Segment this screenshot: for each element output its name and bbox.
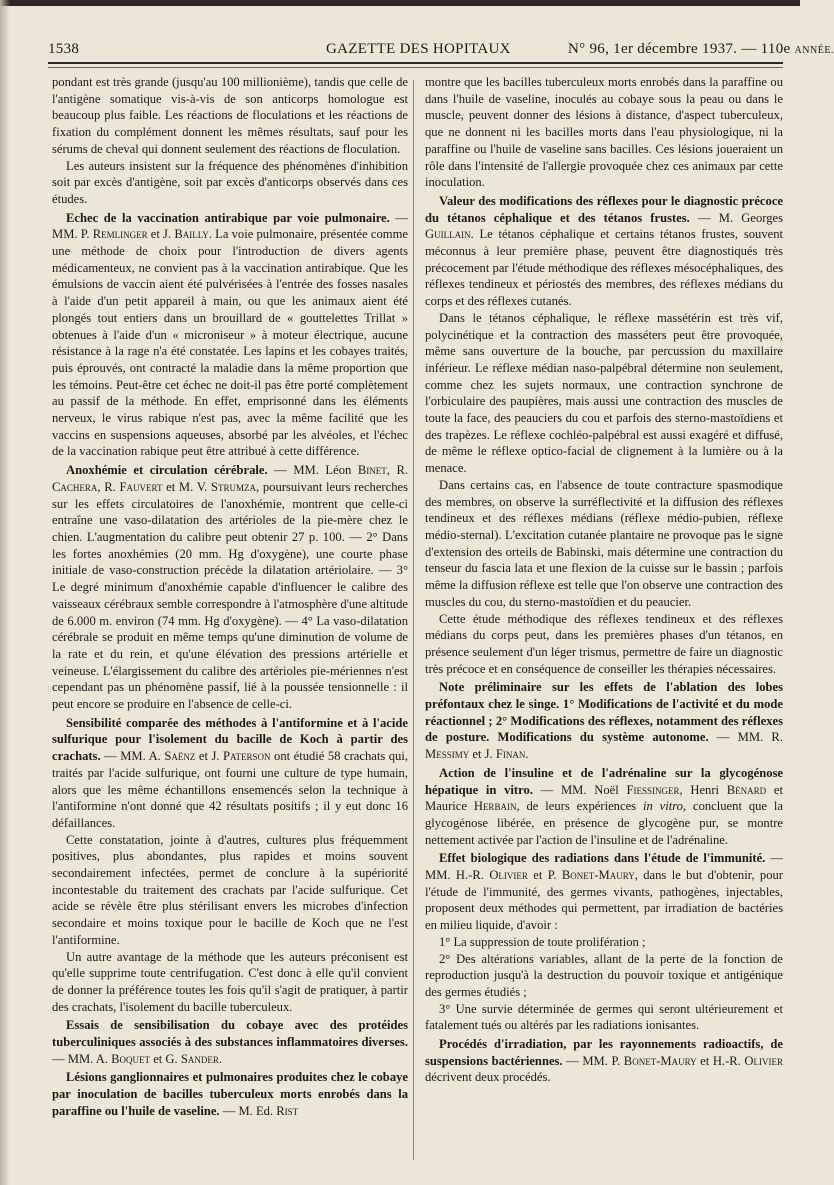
abstract-olivier: Effet biologique des radiations dans l'étude de l'immunité. — MM. H.-R. Olivier et P. Bonet-Maury, dans le but d'obtenir, pour l'étude de l'immunité, des germes vivants, pathogènes, injectables, proposent deux méthodes qui permettent, par irradiation de bactéries en milieu liquide, d'avoir : — [425, 851, 784, 933]
author-name: Bailly — [174, 227, 209, 242]
issue-info — [568, 41, 834, 58]
page-top-edge — [0, 0, 800, 6]
annee-label: ANNÉE. — [794, 45, 834, 56]
author-name: Fauvert — [119, 479, 163, 494]
abstract-saenz: Sensibilité comparée des méthodes à l'antiformine et à l'acide sulfurique pour l'isolement du bacille de Koch à partir des crachats. — MM. A. Saënz et J. Paterson ont étudié 58 crachats qui, traités par l'acide sulfurique, ont fourni une culture de type humain, alors que les même échantillons ensemencés selon la technique à l'antiformine n'ont donné que 42 résultats positifs ; il y eut donc 16 défaillances. — [52, 715, 408, 830]
italic-term: in vitro — [642, 799, 683, 814]
author-name: Fiessinger — [626, 782, 680, 797]
author-name: Olivier — [744, 1053, 783, 1068]
left-column — [52, 74, 408, 1164]
author-name: Boquet — [111, 1051, 151, 1066]
abstract-title: Anoxhémie et circulation cérébrale. — [66, 463, 268, 478]
paragraph: Dans le tétanos céphalique, le réflexe massétérin est très vif, polycinétique et la contraction des masséters peut être provoquée, même sans ouverture de la bouche, par percussion du maxillaire inférieur. Le réflexe médian naso-palpébral détermine non seulement, comme chez les sujets normaux, une contraction synchrone de l'orbiculaire des paupières, mais aussi une contraction des muscles de toute la face, des peauciers du cou et parfois des sterno-mastoïdiens et des trapèzes. Le réflexe cochléo-palpébral est aussi exagéré et diffusé, de même le réflexe optico-facial de clignement à la lumière ou à la menace. — [425, 310, 783, 476]
abstract-title: Valeur des modifications des réflexes pour le diagnostic précoce du tétanos céphalique et des tétanos frustes. — [425, 193, 783, 225]
journal-title: GAZETTE DES HOPITAUX — [326, 41, 511, 57]
running-header — [48, 40, 834, 64]
abstract-boquet: Essais de sensibilisation du cobaye avec des protéides tuberculiniques associés à des substances inflammatoires diverses. — MM. A. Boquet et G. Sander. — [52, 1018, 408, 1066]
page-number: 1538 — [48, 41, 80, 57]
abstract-title: Essais de sensibilisation du cobaye avec des protéides tuberculiniques associés à des substances inflammatoires diverses. — [52, 1018, 408, 1050]
paragraph: montre que les bacilles tuberculeux morts enrobés dans la paraffine ou dans l'huile de vaseline, inoculés au cobaye sous la peau ou dans le muscle, peuvent donner des lésions à distance, d'aspect tuberculeux, que ne donnent ni les bacilles morts dans l'eau physiologique, ni la paraffine ou l'huile de vaseline sans bacilles. Ces lésions joueraient un rôle dans l'intensité de l'allergie provoquée chez ces animaux par cette inoculation. — [425, 75, 783, 190]
paragraph: Dans certains cas, en l'absence de toute contracture spasmodique des membres, on observe la surréflectivité et la diffusion des réflexes tendineux et des réflexes médians (réflexe médio-pubien, réflexe médio-sternal). L'excitation cutanée plantaire ne provoque pas le signe d'extension des orteils de Babinski, mais détermine une contraction du tenseur du fascia lata et une flexion de la cuisse sur le bassin ; parfois même la diffusion réflexe est telle que l'on observe une contraction des muscles du cou, du sterno-mastoïdien et du peaucier. — [425, 477, 783, 609]
author-name: Cachera — [52, 479, 98, 494]
author-name: Bénard — [726, 782, 767, 797]
author-name: Paterson — [223, 749, 271, 764]
abstract-guillain: Valeur des modifications des réflexes pour le diagnostic précoce du tétanos céphalique et des tétanos frustes. — M. Georges Guillain. Le tétanos céphalique et certains tétanos frustes, souvent méconnus à leur première phase, peuvent être diagnostiqués très précocement par l'étude méthodique des réflexes mésocéphaliques, des réflexes tendineux et périostés des membres, des réflexes médians du corps et des réflexes cutanés. — [425, 193, 783, 309]
author-name: Bonet-Maury — [623, 1053, 697, 1068]
abstract-binet: Anoxhémie et circulation cérébrale. — MM. Léon Binet, R. Cachera, R. Fauvert et M. V. Strumza, poursuivant leurs recherches sur les effets circulatoires de l'anoxhémie, montrent que celle-ci entraîne une vaso-dilatation des artérioles de la pie-mère chez le chien. L'augmentation du calibre peut obtenir 27 p. 100. — 2° Dans les fortes anoxhémies (20 mm. Hg d'oxygène), une courte phase initiale de vaso-construction précède la dilatation artériolaire. — 3° Le degré minimum d'anoxhémie capable d'influencer le calibre des vaisseaux cérébraux semble correspondre à l'atmosphère d'une altitude de 6.000 m. environ (74 mm. Hg d'oxygène). — 4° La vaso-dilatation cérébrale se produit en même temps qu'une diminution de volume de la rate et du rein, et qu'une élévation des pressions artérielle et veineuse. L'élargissement du calibre des artérioles pie-mériennes n'est cependant pas un phénomène passif, lié à la poussée tensionnelle : il peut encore se produire en l'absence de celle-ci. — [52, 463, 409, 712]
list-item: 1° La suppression de toute prolifération ; — [439, 934, 646, 949]
author-name: Binet — [357, 463, 387, 478]
author-name: Finan — [495, 747, 526, 762]
paragraph: Cette constatation, jointe à d'autres, cultures plus fréquemment positives, plus abondantes, plus rapides et moins souvent secondairement infectées, permet de conclure à la supériorité incontestable du traitement des crachats par l'acide sulfurique. Cet acide se révèle être plus stérilisant envers les microbes d'infection secondaire et moins toxique pour le bacille de Koch que ne l'est l'antiformine. — [52, 832, 408, 947]
author-name: Messimy — [425, 747, 470, 762]
author-name: Remlinger — [92, 227, 148, 242]
author-name: Bonet-Maury — [561, 868, 635, 883]
author-name: Herbain — [473, 799, 517, 814]
author-name: Sander — [180, 1051, 219, 1066]
abstract-title: Action de l'insuline et de l'adrénaline sur la glycogénose hépatique in vitro. — [425, 765, 783, 797]
paragraph: pondant est très grande (jusqu'au 100 millionième), tandis que celle de l'antigène somatique vis-à-vis de son anticorps homologue est beaucoup plus faible. Les réactions de floculations et les réactions de fixation du complément donnent les mêmes résultats, sauf pour les sérums de cheval qui donnent seulement des réactions de floculation. — [52, 75, 408, 156]
abstract-messimy: Note préliminaire sur les effets de l'ablation des lobes préfontaux chez le singe. 1° Modifications de l'activité et du mode réactionnel ; 2° Modifications des réflexes, notamment des réflexes de posture. Modifications du système autonome. — MM. R. Messimy et J. Finan. — [425, 680, 783, 762]
abstract-title: Lésions ganglionnaires et pulmonaires produites chez le cobaye par inoculation de bacilles tuberculeux morts enrobés dans la paraffine ou l'huile de vaseline. — [52, 1070, 408, 1118]
list-item: 3° Une survie déterminée de germes qui seront ultérieurement et fatalement tués ou altérés par les radiations ionisantes. — [425, 1001, 783, 1033]
header-rule — [48, 67, 783, 68]
abstract-bonet-maury: Procédés d'irradiation, par les rayonnements radioactifs, de suspensions bactériennes. — MM. P. Bonet-Maury et H.-R. Olivier décrivent deux procédés. — [425, 1037, 783, 1085]
paragraph: Cette étude méthodique des réflexes tendineux et des réflexes médians du corps peut, dans les premières phases d'un tétanos, en présence seulement d'un léger trismus, permettre de faire un diagnostic très précoce et en conséquence de conseiller les thérapies nécessaires. — [425, 611, 783, 676]
author-name: Rist — [276, 1103, 299, 1118]
paragraph: Un autre avantage de la méthode que les auteurs préconisent est qu'elle supprime toute centrifugation. C'est donc à elle qu'il convient de donner la préférence toutes les fois qu'il s'agit de pratiquer, à partir des crachats, l'isolement du bacille tuberculeux. — [52, 949, 408, 1014]
author-name: Saënz — [164, 749, 196, 764]
binding-shadow — [0, 0, 10, 1185]
abstract-title: Note préliminaire sur les effets de l'ablation des lobes préfontaux chez le singe. 1° Modifications de l'activité et du mode réactionnel ; 2° Modifications des réflexes, notamment des réflexes de posture. Modifications du système autonome. — [425, 680, 783, 745]
author-name: Olivier — [489, 868, 528, 883]
issue-date: N° 96, 1er décembre 1937. — 110e — [568, 41, 791, 57]
author-name: Guillain — [425, 227, 471, 242]
column-divider — [413, 80, 414, 1160]
list-item: 2° Des altérations variables, allant de la perte de la fonction de reproduction jusqu'à la destruction du pouvoir toxique et antigénique des germes étudiés ; — [425, 951, 783, 999]
right-column — [425, 74, 783, 1164]
abstract-title: Echec de la vaccination antirabique par voie pulmonaire. — [66, 210, 390, 225]
abstract-rist: Lésions ganglionnaires et pulmonaires produites chez le cobaye par inoculation de bacilles tuberculeux morts enrobés dans la paraffine ou l'huile de vaseline. — M. Ed. Rist — [52, 1070, 408, 1118]
author-name: Strumza — [211, 479, 257, 494]
abstract-title: Effet biologique des radiations dans l'étude de l'immunité. — [439, 851, 766, 866]
paragraph: Les auteurs insistent sur la fréquence des phénomènes d'inhibition soit par excès d'antigène, soit par excès d'anticorps observés dans ces études. — [52, 158, 408, 206]
abstract-remlinger: Echec de la vaccination antirabique par voie pulmonaire. — MM. P. Remlinger et J. Bailly. La voie pulmonaire, présentée comme une méthode de choix pour l'introduction de divers agents médicamenteux, ne convient pas à la vaccination antirabique. Que les émulsions de vaccin aient été pulvérisées à l'entrée des fosses nasales à l'aide d'un petit appareil à main, ou que les animaux aient été plongés tout entiers dans un brouillard de « gouttelettes Trillat » obtenues à l'aide d'un « microniseur » à moteur électrique, aucune résistance à la rage n'a été constatée. Les lapins et les cobayes traités, puis éprouvés, ont contracté la maladie dans la même proportion que les témoins. Peut-être cet échec ne doit-il pas être porté complètement au passif de la méthode. En effet, emprisonné dans les éléments nerveux, le virus rabique n'est pas, avec la même facilité que les vaccins en suspensions aqueuses, absorbé par les alvéoles, et l'échec de la vaccination rabique peut être attribué à cette différence. — [52, 210, 408, 459]
abstract-title: Procédés d'irradiation, par les rayonnements radioactifs, de suspensions bactériennes. — [425, 1037, 783, 1068]
abstract-fiessinger: Action de l'insuline et de l'adrénaline sur la glycogénose hépatique in vitro. — MM. Noël Fiessinger, Henri Bénard et Maurice Herbain, de leurs expériences in vitro, concluent que la glycogénose libérée, en présence de glycogène pur, se montre nettement activée par l'action de l'insuline et de l'adrénaline. — [425, 765, 783, 847]
abstract-title: Sensibilité comparée des méthodes à l'antiformine et à l'acide sulfurique pour l'isolement du bacille de Koch à partir des crachats. — [52, 715, 408, 764]
